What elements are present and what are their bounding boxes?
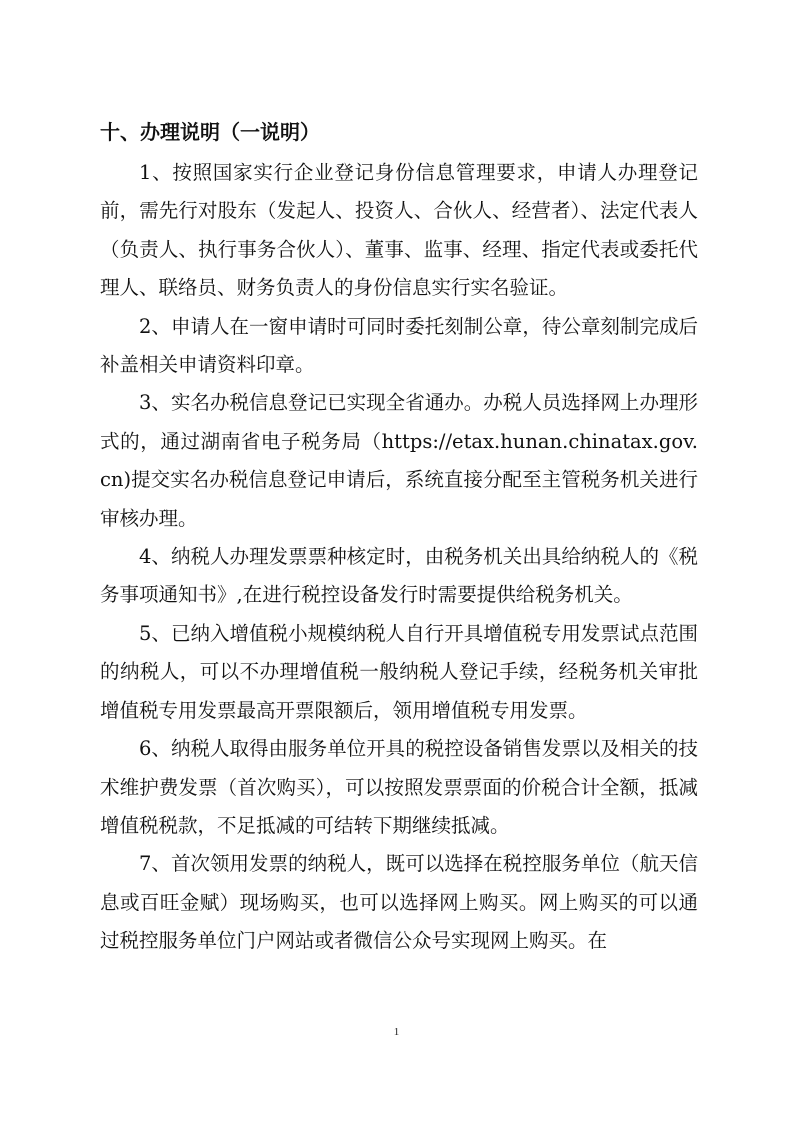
section-heading: 十、办理说明（一说明） <box>100 120 320 144</box>
paragraph-1: 1、按照国家实行企业登记身份信息管理要求，申请人办理登记前，需先行对股东（发起人、投资人、合伙人、经营者）、法定代表人（负责人、执行事务合伙人）、董事、监事、经理、指定代表或委托代理人、联络员、财务负责人的身份信息实行实名验证。 <box>100 161 698 300</box>
paragraph-7: 7、首次领用发票的纳税人，既可以选择在税控服务单位（航天信息或百旺金赋）现场购买，也可以选择网上购买。网上购买的可以通过税控服务单位门户网站或者微信公众号实现网上购买。在 <box>100 852 698 953</box>
paragraph-6: 6、纳税人取得由服务单位开具的税控设备销售发票以及相关的技术维护费发票（首次购买），可以按照发票票面的价税合计全额，抵减增值税税款，不足抵减的可结转下期继续抵减。 <box>100 737 698 837</box>
paragraph-4: 4、纳税人办理发票票种核定时，由税务机关出具给纳税人的《税务事项通知书》,在进行税控设备发行时需要提供给税务机关。 <box>100 545 698 607</box>
document-body <box>100 110 698 961</box>
paragraph-2: 2、申请人在一窗申请时可同时委托刻制公章，待公章刻制完成后补盖相关申请资料印章。 <box>100 314 698 377</box>
paragraph-3: 3、实名办税信息登记已实现全省通办。办税人员选择网上办理形式的，通过湖南省电子税务局（https://etax.hunan.chinatax.gov.cn)提交实名办税信息登记申请后，系统直接分配至主管税务机关进行审核办理。 <box>100 391 698 530</box>
page-number: 1 <box>393 1026 400 1038</box>
paragraph-5: 5、已纳入增值税小规模纳税人自行开具增值税专用发票试点范围的纳税人，可以不办理增值税一般纳税人登记手续，经税务机关审批增值税专用发票最高开票限额后，领用增值税专用发票。 <box>100 621 698 722</box>
